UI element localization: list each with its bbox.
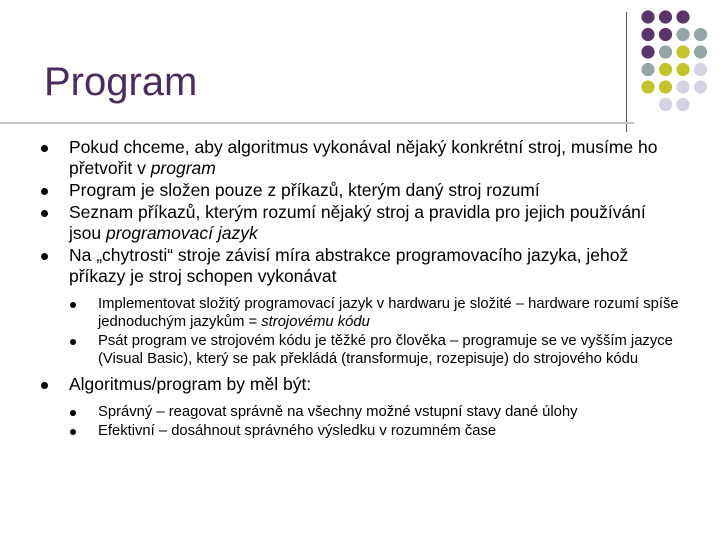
bullet-text: Algoritmus/program by měl být: xyxy=(69,374,312,394)
sub-bullet-text: Implementovat složitý programovací jazyk v hardwaru je složité – hardware rozumí spíše jednoduchým jazykům = xyxy=(98,296,679,330)
decorative-dot xyxy=(641,80,654,93)
sub-bullet-text: Efektivní – dosáhnout správného výsledku v rozumném čase xyxy=(98,423,497,439)
decorative-dot xyxy=(659,28,672,41)
decorative-dot xyxy=(641,63,654,76)
title-divider xyxy=(0,122,634,124)
bullet-text: Pokud chceme, aby algoritmus vykonával nějaký konkrétní stroj, musíme ho přetvořit v xyxy=(69,137,658,178)
bullet-dot-icon xyxy=(41,210,48,217)
bullet-text: Program je složen pouze z příkazů, kterým daný stroj rozumí xyxy=(69,180,540,200)
sub-bullet-text: Správný – reagovat správně na všechny možné vstupní stavy dané úlohy xyxy=(98,404,578,420)
slide-title: Program xyxy=(44,60,198,104)
decorative-dot xyxy=(659,63,672,76)
decorative-dot xyxy=(676,80,689,93)
sub-bullet-dot-icon xyxy=(70,410,76,416)
sub-bullet-dot-icon xyxy=(70,339,76,345)
decorative-vertical-line xyxy=(626,12,627,132)
decorative-dot xyxy=(659,10,672,23)
decorative-dot xyxy=(676,28,689,41)
decorative-dot xyxy=(641,28,654,41)
bullet-list xyxy=(40,137,680,440)
bullet-item-4 xyxy=(40,245,680,368)
decorative-dot xyxy=(676,63,689,76)
bullet-item-5 xyxy=(40,374,680,440)
sub-bullet-list xyxy=(69,403,680,440)
decorative-dot xyxy=(694,80,707,93)
bullet-text: Seznam příkazů, kterým rozumí nějaký stroj a pravidla pro jejich používání jsou xyxy=(69,202,646,243)
decorative-dot xyxy=(659,98,672,111)
decorative-dot xyxy=(676,10,689,23)
bullet-item-1 xyxy=(40,137,680,179)
sub-bullet-item xyxy=(69,403,680,421)
decorative-dot xyxy=(676,98,689,111)
bullet-dot-icon xyxy=(41,382,48,389)
sub-bullet-emphasis: strojovému kódu xyxy=(261,314,370,330)
bullet-item-2 xyxy=(40,180,680,201)
decorative-dot xyxy=(676,45,689,58)
bullet-emphasis: program xyxy=(150,158,216,178)
bullet-dot-icon xyxy=(41,253,48,260)
decorative-dot xyxy=(694,28,707,41)
sub-bullet-text: Psát program ve strojovém kódu je těžké pro člověka – programuje se ve vyšším jazyce (Visual Basic), který se pak překládá (transformuje, rozepisuje) do strojového kódu xyxy=(98,333,673,367)
sub-bullet-item xyxy=(69,332,680,368)
sub-bullet-item xyxy=(69,295,680,331)
decorative-dot xyxy=(659,45,672,58)
bullet-emphasis: programovací jazyk xyxy=(105,223,258,243)
sub-bullet-list xyxy=(69,295,680,368)
bullet-dot-icon xyxy=(41,188,48,195)
bullet-text: Na „chytrosti“ stroje závisí míra abstrakce programovacího jazyka, jehož příkazy je stroj schopen vykonávat xyxy=(69,245,629,286)
slide-content xyxy=(40,137,680,446)
decorative-dot xyxy=(694,63,707,76)
decorative-dot xyxy=(641,45,654,58)
decorative-dot xyxy=(641,10,654,23)
bullet-item-3 xyxy=(40,202,680,244)
sub-bullet-dot-icon xyxy=(70,302,76,308)
decorative-dot xyxy=(694,45,707,58)
sub-bullet-item xyxy=(69,422,680,440)
sub-bullet-dot-icon xyxy=(70,429,76,435)
bullet-dot-icon xyxy=(41,145,48,152)
decorative-dot xyxy=(659,80,672,93)
